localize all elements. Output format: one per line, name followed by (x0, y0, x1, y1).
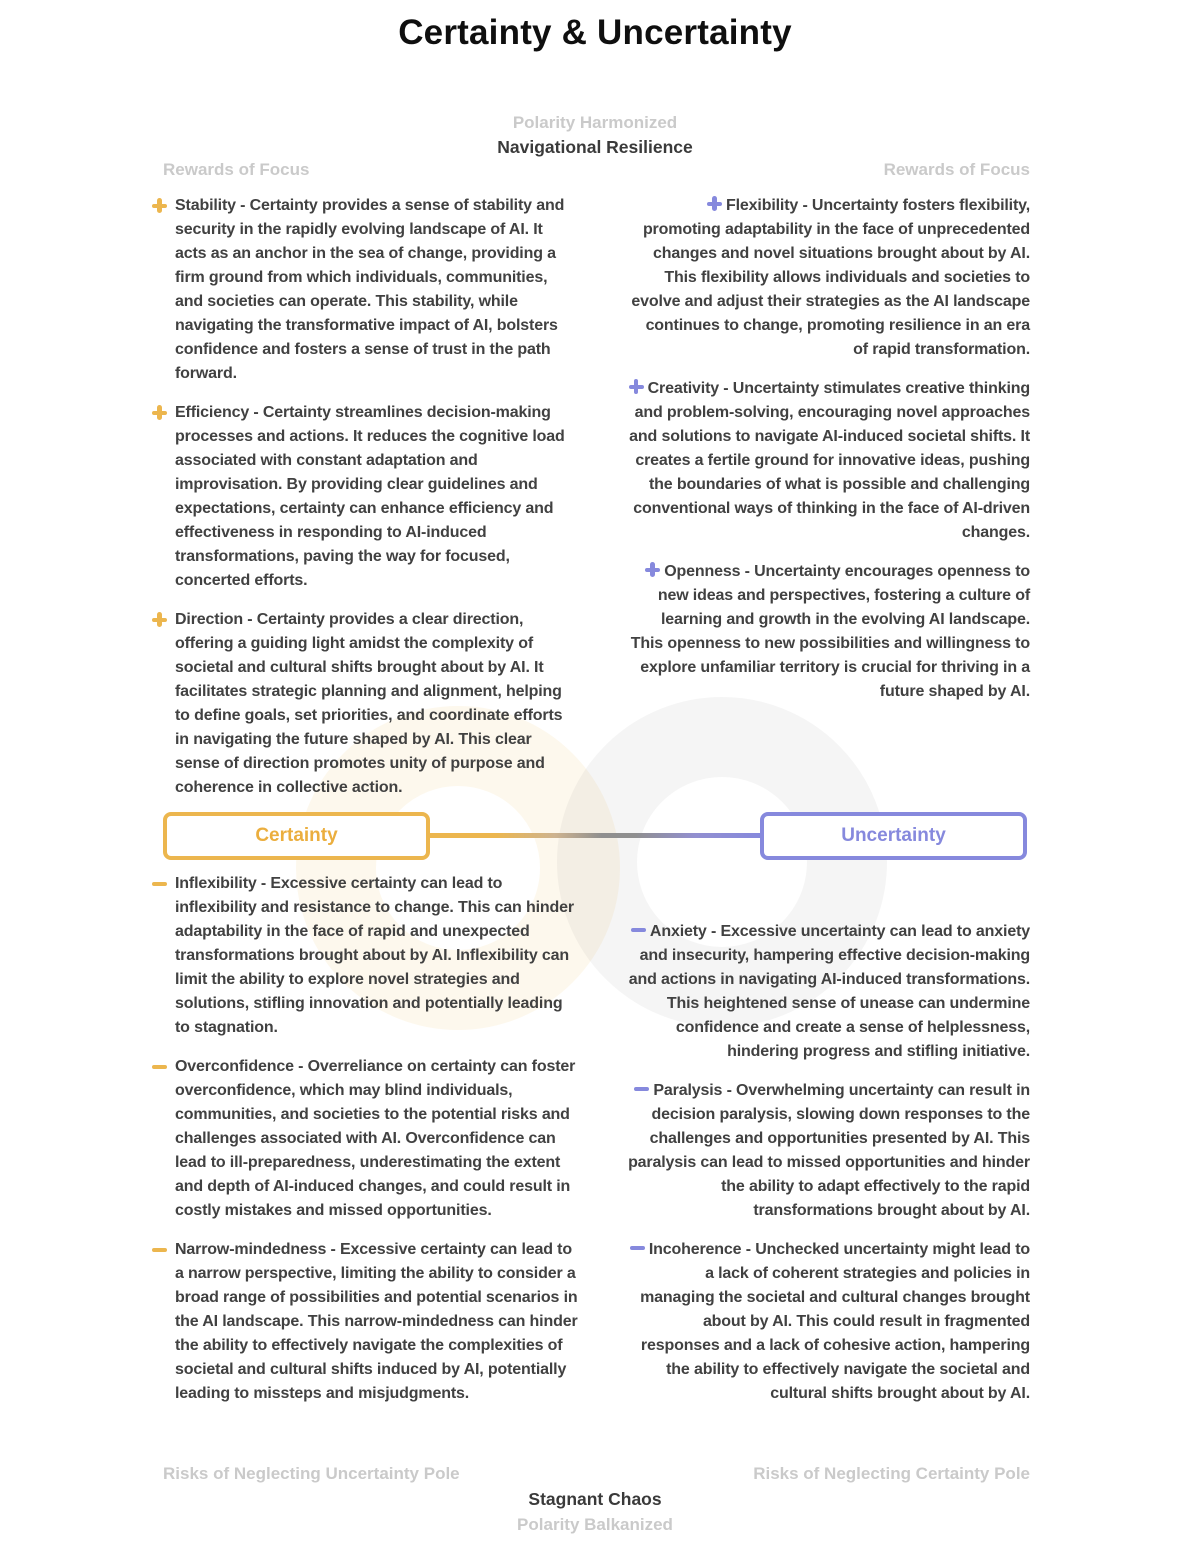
list-item (628, 377, 1030, 545)
list-item (152, 1238, 578, 1406)
minus-icon (634, 1081, 649, 1096)
balkanized-subtitle: Polarity Balkanized (517, 1515, 673, 1534)
balkanized-label: Stagnant Chaos (528, 1489, 662, 1509)
list-item (152, 872, 578, 1040)
lower-right-list (628, 920, 1030, 1421)
list-item (152, 1055, 578, 1223)
item-text: Creativity - Uncertainty stimulates creative thinking and problem-solving, encouraging novel approaches and solutions to navigate AI-induced societal shifts. It creates a fertile ground for innovative ideas, pushing the boundaries of what is possible and challenging conventional ways of thinking in the face of AI-driven changes. (629, 380, 1030, 541)
item-text: Overconfidence - Overreliance on certainty can foster overconfidence, which may blind individuals, communities, and societies to the potential risks and challenges associated with AI. Overconfidence can lead to ill-preparedness, underestimating the extent and depth of AI-induced changes, and could result in costly mistakes and missed opportunities. (175, 1058, 576, 1219)
minus-icon (152, 1242, 167, 1257)
list-item (628, 920, 1030, 1064)
plus-icon (629, 379, 644, 394)
upper-left-header: Rewards of Focus (163, 160, 310, 179)
balkanized-block (0, 1487, 1190, 1537)
lower-right-footer: Risks of Neglecting Certainty Pole (753, 1464, 1030, 1483)
upper-left-list (152, 194, 578, 815)
list-item (628, 560, 1030, 704)
minus-icon (152, 1059, 167, 1074)
upper-right-header: Rewards of Focus (883, 160, 1030, 179)
minus-icon (631, 922, 646, 937)
list-item (152, 194, 578, 386)
page-title: Certainty & Uncertainty (398, 13, 792, 52)
harmony-block (0, 110, 1190, 160)
pole-connector-line (428, 833, 762, 838)
minus-icon (152, 876, 167, 891)
list-item (152, 401, 578, 593)
certainty-pole-box[interactable]: Certainty (163, 812, 430, 860)
item-text: Efficiency - Certainty streamlines decision-making processes and actions. It reduces the cognitive load associated with constant adaptation and improvisation. By providing clear guidelines and expectations, certainty can enhance efficiency and effectiveness in responding to AI-induced transformations, paving the way for focused, concerted efforts. (175, 404, 565, 589)
lower-left-footer: Risks of Neglecting Uncertainty Pole (163, 1464, 460, 1483)
item-text: Direction - Certainty provides a clear direction, offering a guiding light amidst the complexity of societal and cultural shifts brought about by AI. It facilitates strategic planning and alignment, helping to define goals, set priorities, and coordinate efforts in navigating the future shaped by AI. This clear sense of direction promotes unity of purpose and coherence in collective action. (175, 611, 563, 796)
item-text: Openness - Uncertainty encourages openness to new ideas and perspectives, fostering a culture of learning and growth in the evolving AI landscape. This openness to new possibilities and willingness to explore unfamiliar territory is crucial for thriving in a future shaped by AI. (630, 563, 1030, 700)
item-text: Anxiety - Excessive uncertainty can lead to anxiety and insecurity, hampering effective decision-making and actions in navigating AI-induced transformations. This heightened sense of unease can undermine confidence and create a sense of helplessness, hindering progress and stifling initiative. (628, 923, 1030, 1060)
item-text: Flexibility - Uncertainty fosters flexibility, promoting adaptability in the face of unprecedented changes and novel situations brought about by AI. This flexibility allows individuals and societies to evolve and adjust their strategies as the AI landscape continues to change, promoting resilience in an era of rapid transformation. (631, 197, 1030, 358)
list-item (628, 1238, 1030, 1406)
plus-icon (707, 196, 722, 211)
minus-icon (630, 1240, 645, 1255)
harmony-subtitle: Polarity Harmonized (512, 113, 678, 132)
plus-icon (152, 612, 167, 627)
plus-icon (152, 198, 167, 213)
plus-icon (152, 405, 167, 420)
plus-icon (645, 562, 660, 577)
uncertainty-pole-box[interactable]: Uncertainty (760, 812, 1027, 860)
list-item (628, 1079, 1030, 1223)
item-text: Incoherence - Unchecked uncertainty might lead to a lack of coherent strategies and policies in managing the societal and cultural changes brought about by AI. This could result in fragmented responses and a lack of cohesive action, hampering the ability to effectively navigate the societal and cultural shifts brought about by AI. (640, 1241, 1030, 1402)
lower-left-list (152, 872, 578, 1421)
item-text: Stability - Certainty provides a sense of stability and security in the rapidly evolving landscape of AI. It acts as an anchor in the sea of change, providing a firm ground from which individuals, communities, and societies can operate. This stability, while navigating the transformative impact of AI, bolsters confidence and fosters a sense of trust in the path forward. (175, 197, 565, 382)
item-text: Narrow-mindedness - Excessive certainty can lead to a narrow perspective, limiting the ability to consider a broad range of possibilities and potential scenarios in the AI landscape. This narrow-mindedness can hinder the ability to effectively navigate the complexities of societal and cultural shifts induced by AI, potentially leading to missteps and misjudgments. (175, 1241, 578, 1402)
list-item (152, 608, 578, 800)
list-item (628, 194, 1030, 362)
item-text: Paralysis - Overwhelming uncertainty can result in decision paralysis, slowing down responses to the challenges and opportunities presented by AI. This paralysis can lead to missed opportunities and hinder the ability to adapt effectively to the rapid transformations brought about by AI. (628, 1082, 1030, 1219)
upper-right-list (628, 194, 1030, 719)
harmony-label: Navigational Resilience (497, 137, 693, 157)
item-text: Inflexibility - Excessive certainty can lead to inflexibility and resistance to change. This can hinder adaptability in the face of rapid and unexpected transformations brought about by AI. Inflexibility can limit the ability to explore novel strategies and solutions, stifling innovation and potentially leading to stagnation. (175, 875, 574, 1036)
